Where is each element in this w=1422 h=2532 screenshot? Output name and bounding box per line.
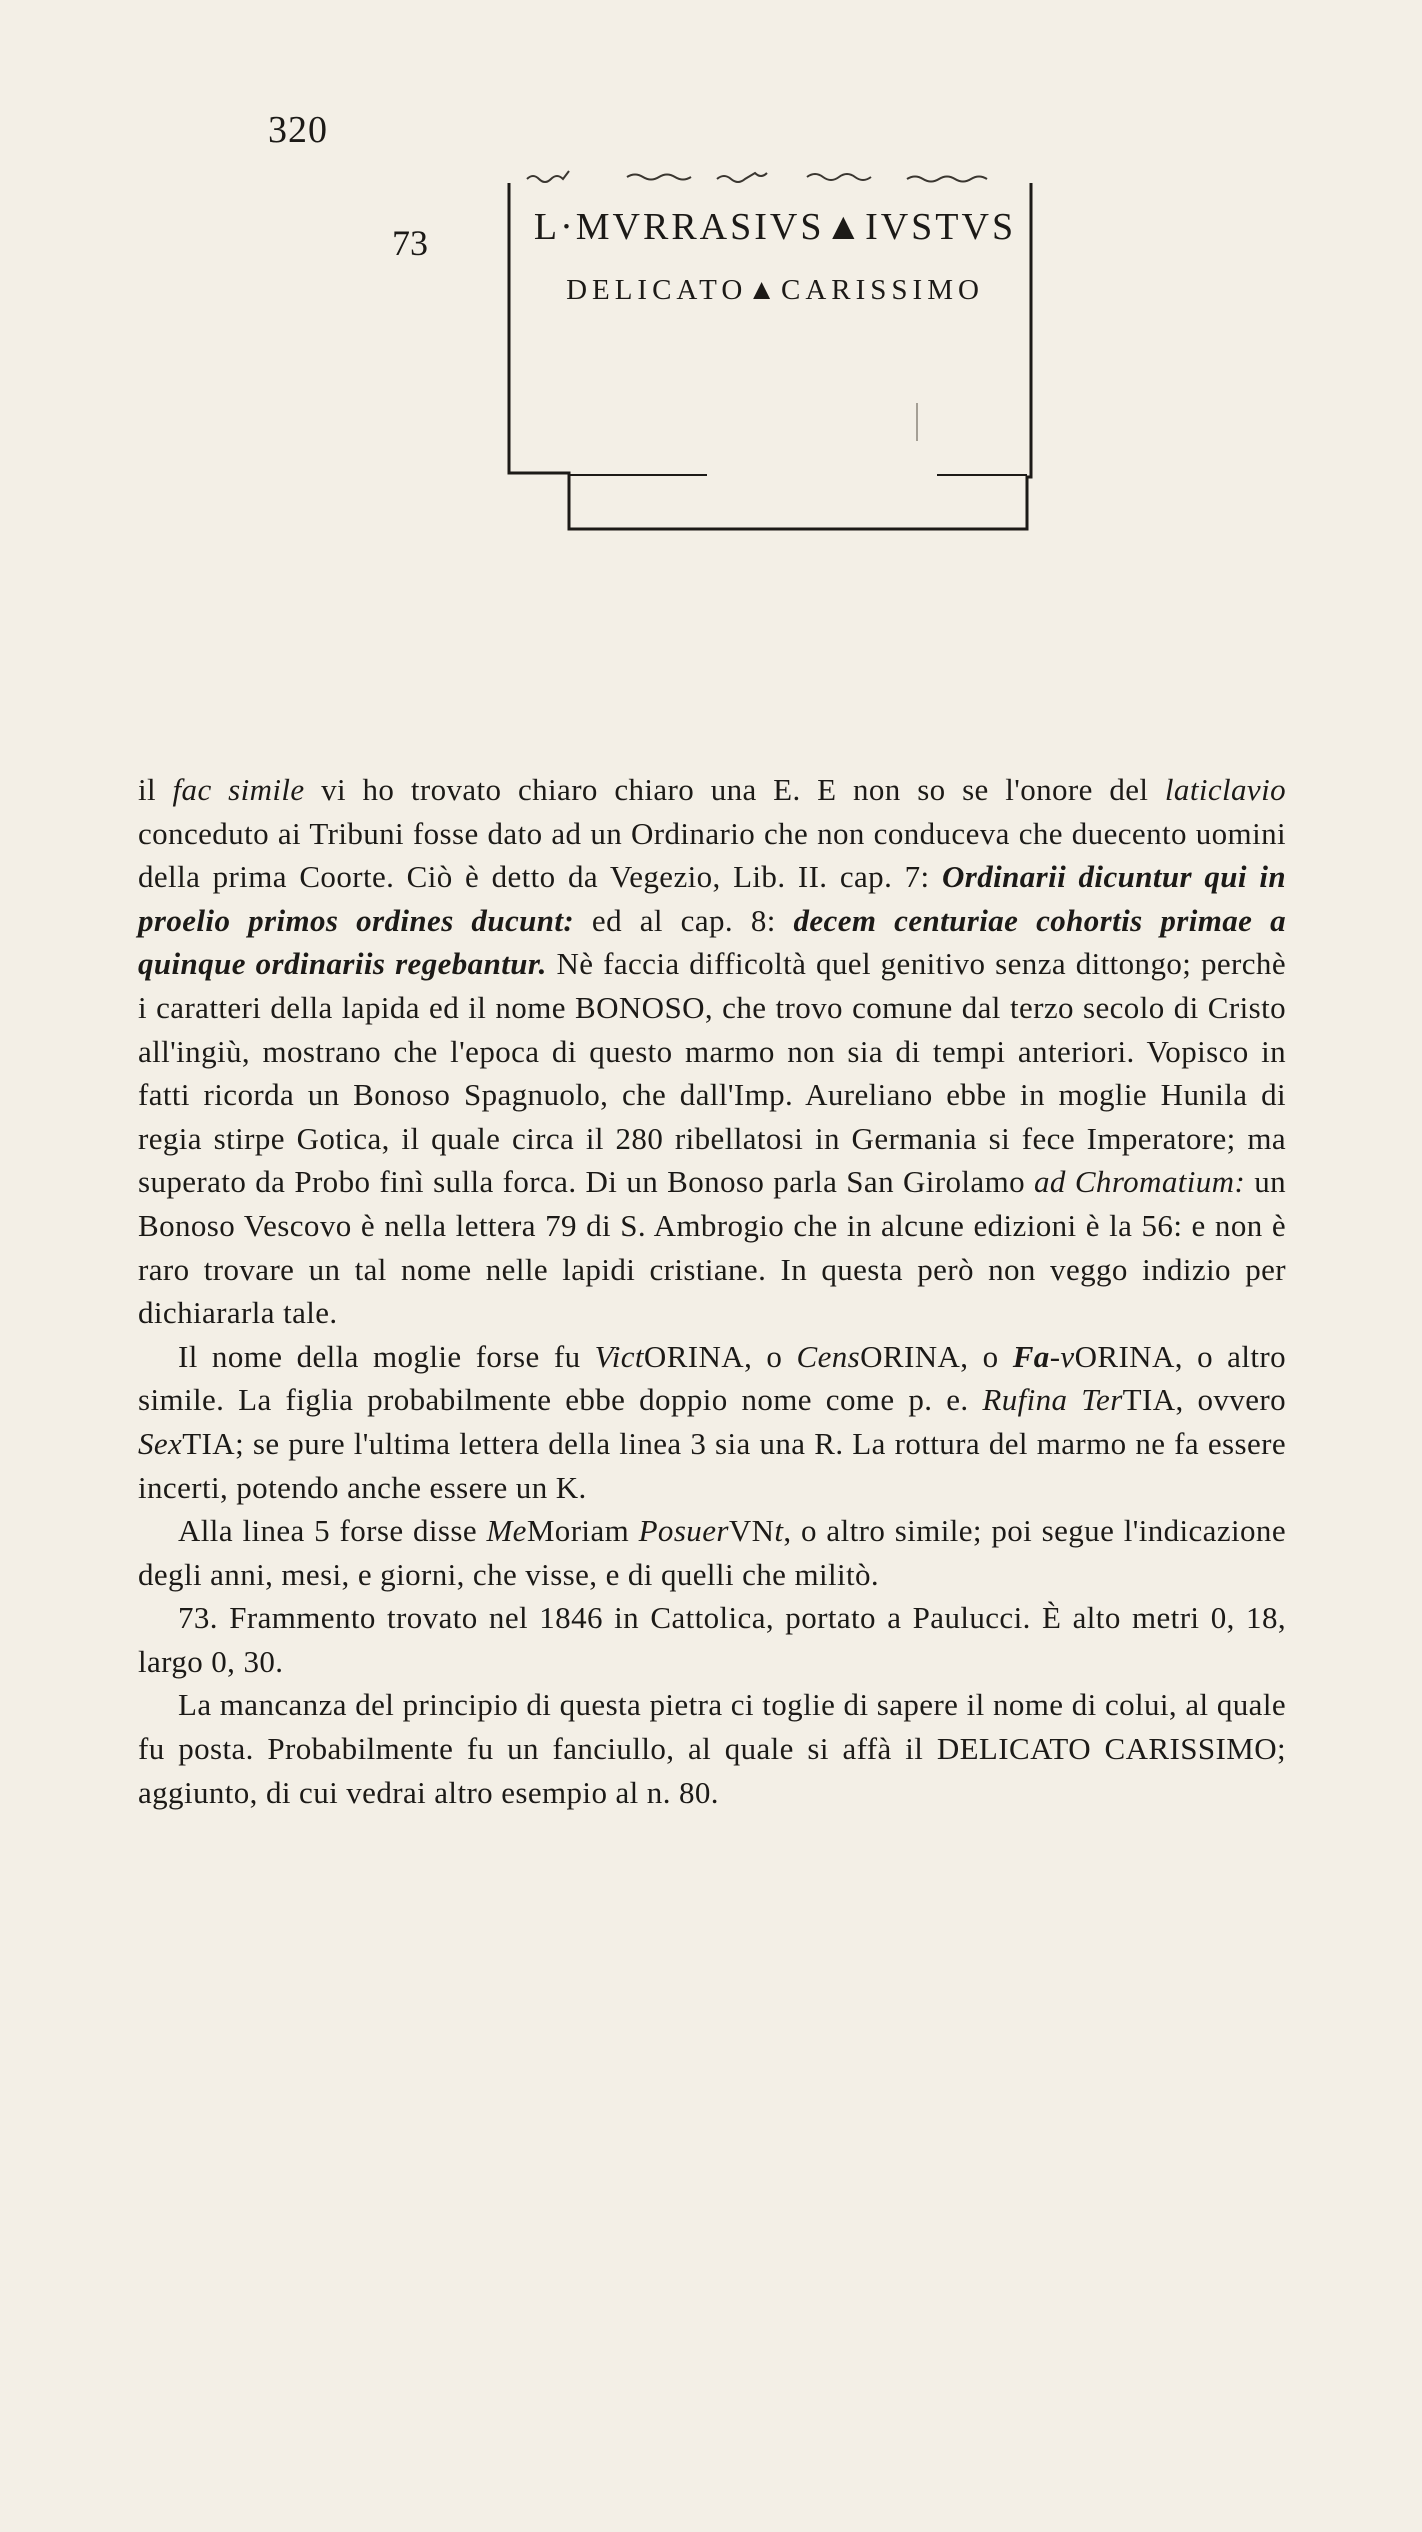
page-number: 320 [268,109,328,151]
text-run: Nè faccia difficoltà quel genitivo senza dittongo; perchè i caratteri della lapida ed il nome BONOSO, che trovo comune dal terzo secolo di Cristo all'ingiù, mostrano che l'epoca di questo marmo non sia di tempi anteriori. Vopisco in fatti ricorda un Bonoso Spagnuolo, che dall'Imp. Aureliano ebbe in moglie Hunila di regia stirpe Gotica, il quale circa il 280 ribellatosi in Germania si fece Imperatore; ma superato da Probo finì sulla forca. Di un Bonoso parla San Girolamo [138,946,1286,1200]
italic-run: Ordinarii dicuntur qui in proelio primos ordines ducunt: [138,859,1286,938]
italic-run: Me [486,1513,527,1549]
text-run: Moriam [526,1513,639,1549]
text-run: TIA, ovvero [1122,1382,1286,1418]
inscription-number: 73 [392,223,428,263]
italic-run: decem centuriae cohortis primae a quinque ordinariis regebantur. [138,902,1286,982]
text-run: ORINA, o [643,1338,797,1374]
italic-run: Vict [594,1338,644,1374]
paragraph [138,1596,1286,1683]
paragraph [138,1683,1286,1814]
inscription-line-2: DELICATO▲CARISSIMO [566,274,984,306]
text-run: TIA; se pure l'ultima lettera della linea 3 sia una R. La rottura del marmo ne fa essere incerti, potendo anche essere un K. [138,1425,1286,1505]
italic-run: Sex [138,1425,183,1461]
text-run: ORINA, o altro simile. La figlia probabilmente ebbe doppio nome come p. e. [138,1338,1286,1418]
italic-run: fac simile [172,772,305,807]
italic-run: laticlavio [1164,772,1286,807]
italic-run: Fa [1012,1338,1050,1374]
italic-run: t [774,1513,784,1549]
italic-run: Posuer [638,1513,729,1549]
italic-run: v [1060,1338,1075,1374]
text-run: Alla linea 5 forse disse [178,1513,487,1549]
paragraph [138,768,1286,1335]
text-run: un Bonoso Vescovo è nella lettera 79 di S. Ambrogio che in alcune edizioni è la 56: e non è raro trovare un tal nome nelle lapidi cristiane. In questa però non veggo indizio per dichiararla tale. [138,1164,1286,1331]
inscription-fragment [507,183,1033,537]
italic-run: ad Chromatium: [1034,1164,1246,1200]
text-run: La mancanza del principio di questa pietra ci toglie di sapere il nome di colui, al quale fu posta. Probabilmente fu un fanciullo, al quale si affà il DELICATO CARISSIMO; aggiunto, di cui vedrai altro esempio al n. 80. [138,1687,1286,1810]
broken-edge-marks [507,155,1033,185]
text-run: - [1049,1338,1061,1374]
inscription-line-1: L·MVRRASIVS▲IVSTVS [533,206,1017,248]
text-run: , o altro simile; poi segue l'indicazione degli anni, mesi, e giorni, che visse, e di quelli che militò. [138,1513,1286,1592]
text-run: conceduto ai Tribuni fosse dato ad un Ordinario che non conduceva che duecento uomini della prima Coorte. Ciò è detto da Vegezio, Lib. II. cap. 7: [138,815,1286,895]
text-run: il [138,772,173,807]
text-run: ORINA, o [860,1338,1013,1374]
text-run: vi ho trovato chiaro chiaro una E. E non so se l'onore del [304,772,1165,807]
text-run: Il nome della moglie forse fu [178,1338,595,1374]
paragraph [138,1335,1286,1509]
paragraph [138,1509,1286,1596]
italic-run: Rufina Ter [982,1382,1123,1418]
text-run: 73. Frammento trovato nel 1846 in Cattolica, portato a Paulucci. È alto metri 0, 18, largo 0, 30. [138,1600,1286,1679]
text-run: VN [728,1513,775,1549]
text-run: ed al cap. 8: [574,902,794,938]
commentary-text [138,768,1286,1814]
italic-run: Cens [796,1338,861,1374]
